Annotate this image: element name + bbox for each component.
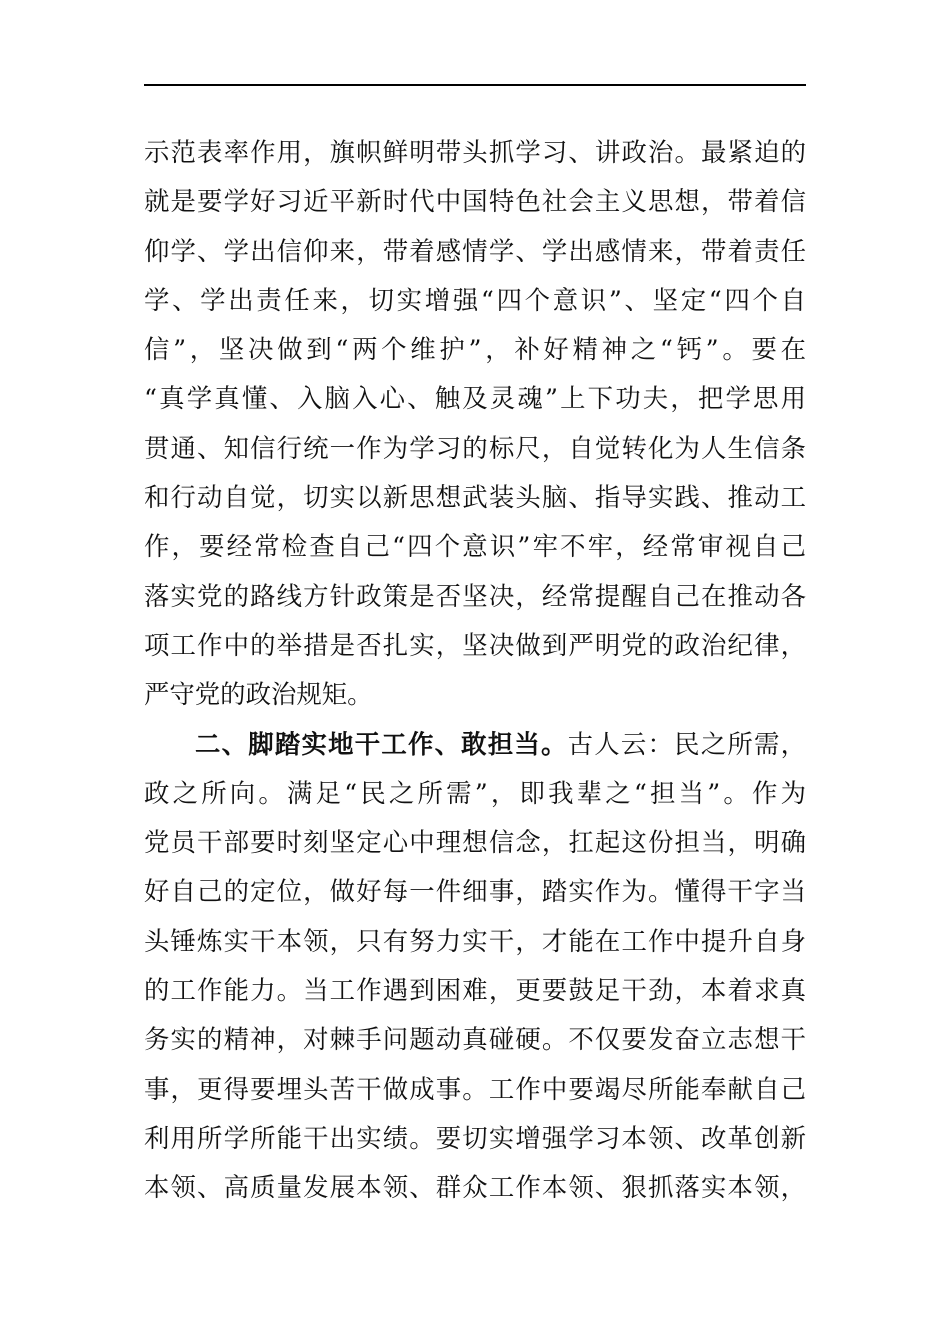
section-heading: 二、脚踏实地干工作、敢担当。 bbox=[195, 728, 568, 759]
text-line: 信”，坚决做到“两个维护”，补好精神之“钙”。要在 bbox=[144, 334, 806, 365]
paragraph-2-first-line bbox=[144, 720, 806, 769]
text-line: 贯通、知信行统一作为学习的标尺，自觉转化为人生信条 bbox=[144, 432, 806, 463]
text-line: 严守党的政治规矩。 bbox=[144, 679, 373, 710]
text-line: 学、学出责任来，切实增强“四个意识”、坚定“四个自 bbox=[144, 284, 806, 315]
text-line: 务实的精神，对棘手问题动真碰硬。不仅要发奋立志想干 bbox=[144, 1024, 806, 1055]
paragraph-1 bbox=[144, 128, 806, 720]
text-line: 党员干部要时刻坚定心中理想信念，扛起这份担当，明确 bbox=[144, 827, 806, 858]
text-line: 本领、高质量发展本领、群众工作本领、狠抓落实本领， bbox=[144, 1172, 806, 1203]
text-line: 示范表率作用，旗帜鲜明带头抓学习、讲政治。最紧迫的 bbox=[144, 137, 806, 167]
text-line: 事，更得要埋头苦干做成事。工作中要竭尽所能奉献自己 bbox=[144, 1073, 806, 1104]
paragraph-2 bbox=[144, 720, 806, 1213]
text-line: 仰学、学出信仰来，带着感情学、学出感情来，带着责任 bbox=[144, 235, 806, 266]
text-line: 和行动自觉，切实以新思想武装头脑、指导实践、推动工 bbox=[144, 482, 806, 513]
text-line: 作，要经常检查自己“四个意识”牢不牢，经常审视自己 bbox=[144, 531, 806, 562]
text-line: 的工作能力。当工作遇到困难，更要鼓足干劲，本着求真 bbox=[144, 975, 806, 1006]
text-line: 政之所向。满足“民之所需”，即我辈之“担当”。作为 bbox=[144, 777, 806, 808]
text-line: 头锤炼实干本领，只有努力实干，才能在工作中提升自身 bbox=[144, 925, 806, 956]
text-line: “真学真懂、入脑入心、触及灵魂”上下功夫，把学思用 bbox=[144, 383, 806, 414]
text-line: 利用所学所能干出实绩。要切实增强学习本领、改革创新 bbox=[144, 1122, 806, 1153]
text-line: 项工作中的举措是否扎实，坚决做到严明党的政治纪律， bbox=[144, 629, 806, 660]
document-body bbox=[144, 128, 806, 1213]
header-rule bbox=[144, 84, 806, 86]
text-line: 好自己的定位，做好每一件细事，踏实作为。懂得干字当 bbox=[144, 876, 806, 907]
text-line: 落实党的路线方针政策是否坚决，经常提醒自己在推动各 bbox=[144, 580, 806, 611]
text-run: 古人云：民之所需， bbox=[567, 728, 806, 759]
text-line: 就是要学好习近平新时代中国特色社会主义思想，带着信 bbox=[144, 186, 806, 217]
